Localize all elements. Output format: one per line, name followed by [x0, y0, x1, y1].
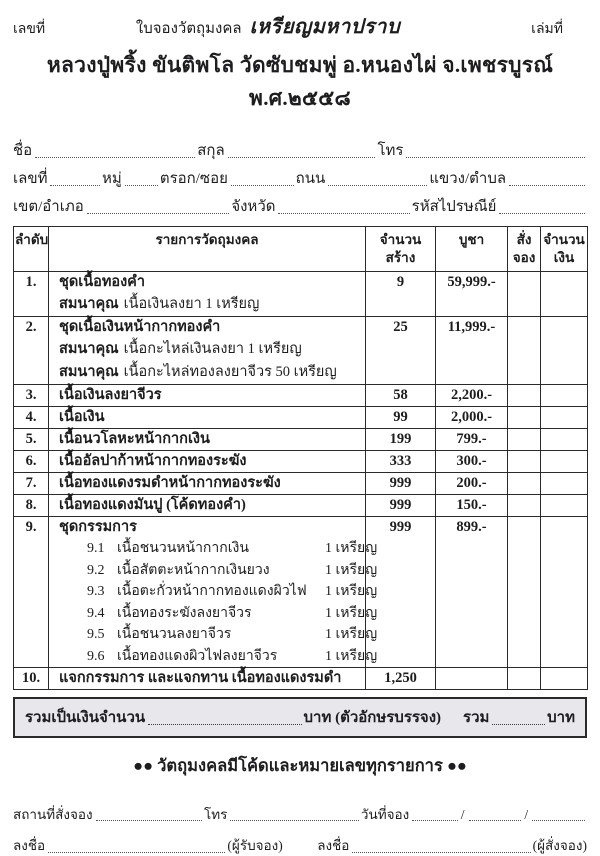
- amount-cell[interactable]: [541, 407, 588, 429]
- row-number: 8.: [14, 495, 49, 517]
- order-quantity-cell[interactable]: [508, 668, 541, 690]
- fill-in-line[interactable]: [328, 173, 427, 186]
- title-prefix: ใบจองวัตถุมงคล: [135, 21, 242, 37]
- item-description-cell: [49, 429, 366, 451]
- bonus-text: เนื้อเงินลงยา 1 เหรียญ: [123, 296, 260, 312]
- bonus-line: [49, 293, 365, 316]
- orderer-role-label: (ผู้สั่งจอง): [532, 838, 587, 853]
- quantity-made: 58: [366, 385, 436, 407]
- items-table-body: [14, 272, 588, 690]
- item-name: เนื้อเงิน: [59, 409, 105, 425]
- doc-no-label: เลขที่: [13, 22, 46, 37]
- bonus-prefix: สมนาคุณ: [59, 364, 119, 380]
- item-name: ชุดกรรมการ: [59, 519, 137, 535]
- sub-item-name: เนื้อชนวนหน้ากากเงิน: [117, 541, 249, 556]
- item-name: เนื้อเงินลงยาจีวร: [59, 387, 162, 403]
- sub-item-count: 1 เหรียญ: [325, 562, 378, 578]
- sub-item-count: 1 เหรียญ: [325, 605, 378, 621]
- table-row: [14, 385, 588, 407]
- row-number: 7.: [14, 473, 49, 495]
- item-description-cell: [49, 407, 366, 429]
- item-name: ชุดเนื้อเงินหน้ากากทองคำ: [59, 319, 221, 335]
- sub-item-number: 9.5: [87, 627, 105, 642]
- sub-item-number: 9.4: [87, 605, 105, 621]
- fill-in-line[interactable]: [499, 201, 585, 214]
- field-label: รหัสไปรษณีย์: [411, 199, 497, 215]
- item-name: เนื้อนวโลหะหน้ากากเงิน: [59, 431, 210, 447]
- total-amount-suffix: บาท (ตัวอักษรบรรจง): [303, 710, 442, 726]
- sub-item-count: 1 เหรียญ: [325, 627, 378, 642]
- address-form: [13, 133, 587, 217]
- column-header: จำนวนสร้าง: [366, 227, 436, 272]
- sum-amount-line[interactable]: [492, 712, 545, 725]
- field-label: ชื่อ: [13, 143, 33, 159]
- item-description-cell: [49, 473, 366, 495]
- field-label: เลขที่: [13, 171, 48, 187]
- sum-suffix: บาท: [547, 710, 575, 726]
- summary-box: [13, 697, 587, 738]
- receiver-signature-line[interactable]: [48, 840, 225, 853]
- item-name: เนื้อทองแดงรมดำหน้ากากทองระฆัง: [59, 475, 281, 491]
- price: 2,000.-: [436, 407, 508, 429]
- field-label: ถนน: [295, 171, 326, 187]
- sub-item-count: 1 เหรียญ: [325, 648, 378, 664]
- sub-item-number: 9.6: [87, 648, 105, 664]
- receiver-role-label: (ผู้รับจอง): [227, 838, 283, 853]
- table-row: [14, 668, 588, 690]
- row-number: 3.: [14, 385, 49, 407]
- row-number: 10.: [14, 668, 49, 690]
- table-row: [14, 317, 588, 385]
- row-number: 1.: [14, 272, 49, 317]
- sub-item-number: 9.3: [87, 584, 105, 599]
- table-row: [14, 517, 588, 668]
- booking-date-label: วันที่จอง: [360, 807, 410, 822]
- row-number: 5.: [14, 429, 49, 451]
- page-title: [83, 10, 453, 42]
- fill-in-line[interactable]: [509, 173, 585, 186]
- field-label: หมู่: [102, 171, 122, 187]
- sub-item-line: [49, 624, 378, 646]
- field-label: แขวง/ตำบล: [429, 171, 507, 187]
- price: 11,999.-: [436, 317, 508, 385]
- item-name: เนื้อทองแดงมันปู (โค้ดทองคำ): [59, 497, 246, 513]
- bonus-prefix: สมนาคุณ: [59, 341, 119, 357]
- sub-item-number: 9.1: [87, 541, 105, 556]
- bonus-text: เนื้อกะไหล่ทองลงยาจีวร 50 เหรียญ: [123, 364, 337, 380]
- total-amount-label: รวมเป็นเงินจำนวน: [25, 710, 146, 726]
- quantity-made: 999: [366, 517, 436, 668]
- amount-cell[interactable]: [541, 668, 588, 690]
- book-no-label: เล่มที่: [531, 22, 563, 37]
- field-label: โทร: [377, 143, 404, 159]
- booking-place-line[interactable]: [96, 808, 202, 821]
- price: 899.-: [436, 517, 508, 668]
- table-row: [14, 473, 588, 495]
- amount-cell[interactable]: [541, 473, 588, 495]
- quantity-made: 333: [366, 451, 436, 473]
- column-header: สั่งจอง: [508, 227, 541, 272]
- price: 300.-: [436, 451, 508, 473]
- item-description-cell: [49, 385, 366, 407]
- table-row: [14, 429, 588, 451]
- order-quantity-cell[interactable]: [508, 407, 541, 429]
- booking-phone-label: โทร: [204, 807, 228, 822]
- table-row: [14, 407, 588, 429]
- item-name: ชุดเนื้อทองคำ: [59, 274, 146, 290]
- price: 799.-: [436, 429, 508, 451]
- amount-cell[interactable]: [541, 385, 588, 407]
- price: 150.-: [436, 495, 508, 517]
- fill-in-line[interactable]: [35, 145, 195, 158]
- item-description-cell: [49, 668, 366, 690]
- fill-in-line[interactable]: [50, 173, 100, 186]
- booking-info-row: [13, 806, 587, 824]
- table-row: [14, 272, 588, 317]
- column-header: ลำดับ: [14, 227, 49, 272]
- title-amulet-name: เหรียญมหาปราบ: [249, 16, 401, 38]
- sub-item-line: [49, 646, 378, 668]
- order-quantity-cell[interactable]: [508, 495, 541, 517]
- address-form-row: [13, 133, 587, 161]
- order-quantity-cell[interactable]: [508, 272, 541, 317]
- row-number: 6.: [14, 451, 49, 473]
- booking-place-label: สถานที่สั่งจอง: [13, 807, 93, 822]
- address-form-row: [13, 189, 587, 217]
- order-quantity-cell[interactable]: [508, 451, 541, 473]
- item-description-cell: [49, 451, 366, 473]
- table-header-row: [14, 227, 588, 272]
- amount-cell[interactable]: [541, 451, 588, 473]
- sub-item-name: เนื้อตะกั่วหน้ากากทองแดงผิวไฟ: [117, 584, 307, 599]
- fill-in-line[interactable]: [87, 201, 230, 214]
- date-separator: /: [460, 807, 465, 822]
- quantity-made: 99: [366, 407, 436, 429]
- sub-item-count: 1 เหรียญ: [325, 541, 378, 556]
- field-label: จังหวัด: [231, 199, 276, 215]
- table-row: [14, 451, 588, 473]
- sub-item-line: [49, 603, 378, 625]
- field-label: เขต/อำเภอ: [13, 199, 84, 215]
- quantity-made: 1,250: [366, 668, 436, 690]
- amount-cell[interactable]: [541, 495, 588, 517]
- date-separator: /: [524, 807, 529, 822]
- price: 2,200.-: [436, 385, 508, 407]
- price: 59,999.-: [436, 272, 508, 317]
- address-form-row: [13, 161, 587, 189]
- sub-item-line: [49, 581, 378, 603]
- column-header: จำนวนเงิน: [541, 227, 588, 272]
- sub-item-count: 1 เหรียญ: [325, 584, 378, 599]
- sub-item-number: 9.2: [87, 562, 105, 578]
- item-description-cell: [49, 495, 366, 517]
- sub-item-line: [49, 538, 378, 560]
- fill-in-line[interactable]: [406, 145, 585, 158]
- sub-item-name: เนื้อชนวนลงยาจีวร: [117, 627, 232, 642]
- bonus-prefix: สมนาคุณ: [59, 296, 119, 312]
- booking-date-year-line[interactable]: [532, 808, 585, 821]
- sub-item-name: เนื้อทองระฆังลงยาจีวร: [117, 605, 252, 621]
- order-quantity-cell[interactable]: [508, 429, 541, 451]
- row-number: 4.: [14, 407, 49, 429]
- sign-label: ลงชื่อ: [317, 838, 350, 853]
- item-name: แจกกรรมการ และแจกทาน เนื้อทองแดงรมดำ: [59, 670, 342, 686]
- amount-cell[interactable]: [541, 517, 588, 668]
- fill-in-line[interactable]: [231, 173, 294, 186]
- item-name: เนื้ออัลปาก้าหน้ากากทองระฆัง: [59, 453, 247, 469]
- sum-label: รวม: [463, 710, 490, 726]
- order-quantity-cell[interactable]: [508, 517, 541, 668]
- item-description-cell: [49, 517, 378, 668]
- field-label: สกุล: [197, 143, 225, 159]
- item-description-cell: [49, 272, 366, 317]
- price: 200.-: [436, 473, 508, 495]
- item-description-cell: [49, 317, 366, 385]
- fill-in-line[interactable]: [125, 173, 158, 186]
- booking-phone-line[interactable]: [230, 808, 358, 821]
- quantity-made: 25: [366, 317, 436, 385]
- table-row: [14, 495, 588, 517]
- bonus-text: เนื้อกะไหล่เงินลงยา 1 เหรียญ: [123, 341, 302, 357]
- items-table: [13, 226, 588, 690]
- bonus-line: [49, 361, 365, 384]
- sub-item-name: เนื้อสัตตะหน้ากากเงินยวง: [117, 562, 270, 578]
- amount-cell[interactable]: [541, 317, 588, 385]
- quantity-made: 199: [366, 429, 436, 451]
- column-header: บูชา: [436, 227, 508, 272]
- amount-cell[interactable]: [541, 272, 588, 317]
- order-quantity-cell[interactable]: [508, 473, 541, 495]
- price: [436, 668, 508, 690]
- quantity-made: 9: [366, 272, 436, 317]
- row-number: 9.: [14, 517, 49, 668]
- order-quantity-cell[interactable]: [508, 317, 541, 385]
- quantity-made: 999: [366, 495, 436, 517]
- orderer-signature-line[interactable]: [352, 840, 530, 853]
- sub-item-name: เนื้อทองแดงผิวไฟลงยาจีวร: [117, 648, 278, 664]
- sign-label: ลงชื่อ: [13, 838, 46, 853]
- order-quantity-cell[interactable]: [508, 385, 541, 407]
- column-header: รายการวัดถุมงคล: [49, 227, 366, 272]
- booking-date-month-line[interactable]: [469, 808, 522, 821]
- total-amount-words-line[interactable]: [148, 712, 301, 725]
- booking-date-day-line[interactable]: [412, 808, 458, 821]
- bonus-line: [49, 338, 365, 361]
- fill-in-line[interactable]: [278, 201, 409, 214]
- monk-temple-subtitle: หลวงปู่พริ้ง ขันติพโล วัดซับชมพู่ อ.หนองไผ่ จ.เพชรบูรณ์ พ.ศ.๒๕๕๘: [46, 53, 554, 110]
- row-number: 2.: [14, 317, 49, 385]
- field-label: ตรอก/ซอย: [159, 171, 228, 187]
- fill-in-line[interactable]: [228, 145, 376, 158]
- orderer-signature: [317, 836, 587, 856]
- form-header-row: [13, 10, 587, 42]
- receiver-signature: [13, 836, 283, 856]
- quantity-made: 999: [366, 473, 436, 495]
- amount-cell[interactable]: [541, 429, 588, 451]
- sub-item-line: [49, 560, 378, 582]
- signature-row: [13, 836, 587, 856]
- code-number-note: ●● วัตถุมงคลมีโค้ดและหมายเลขทุกรายการ ●●: [133, 756, 467, 775]
